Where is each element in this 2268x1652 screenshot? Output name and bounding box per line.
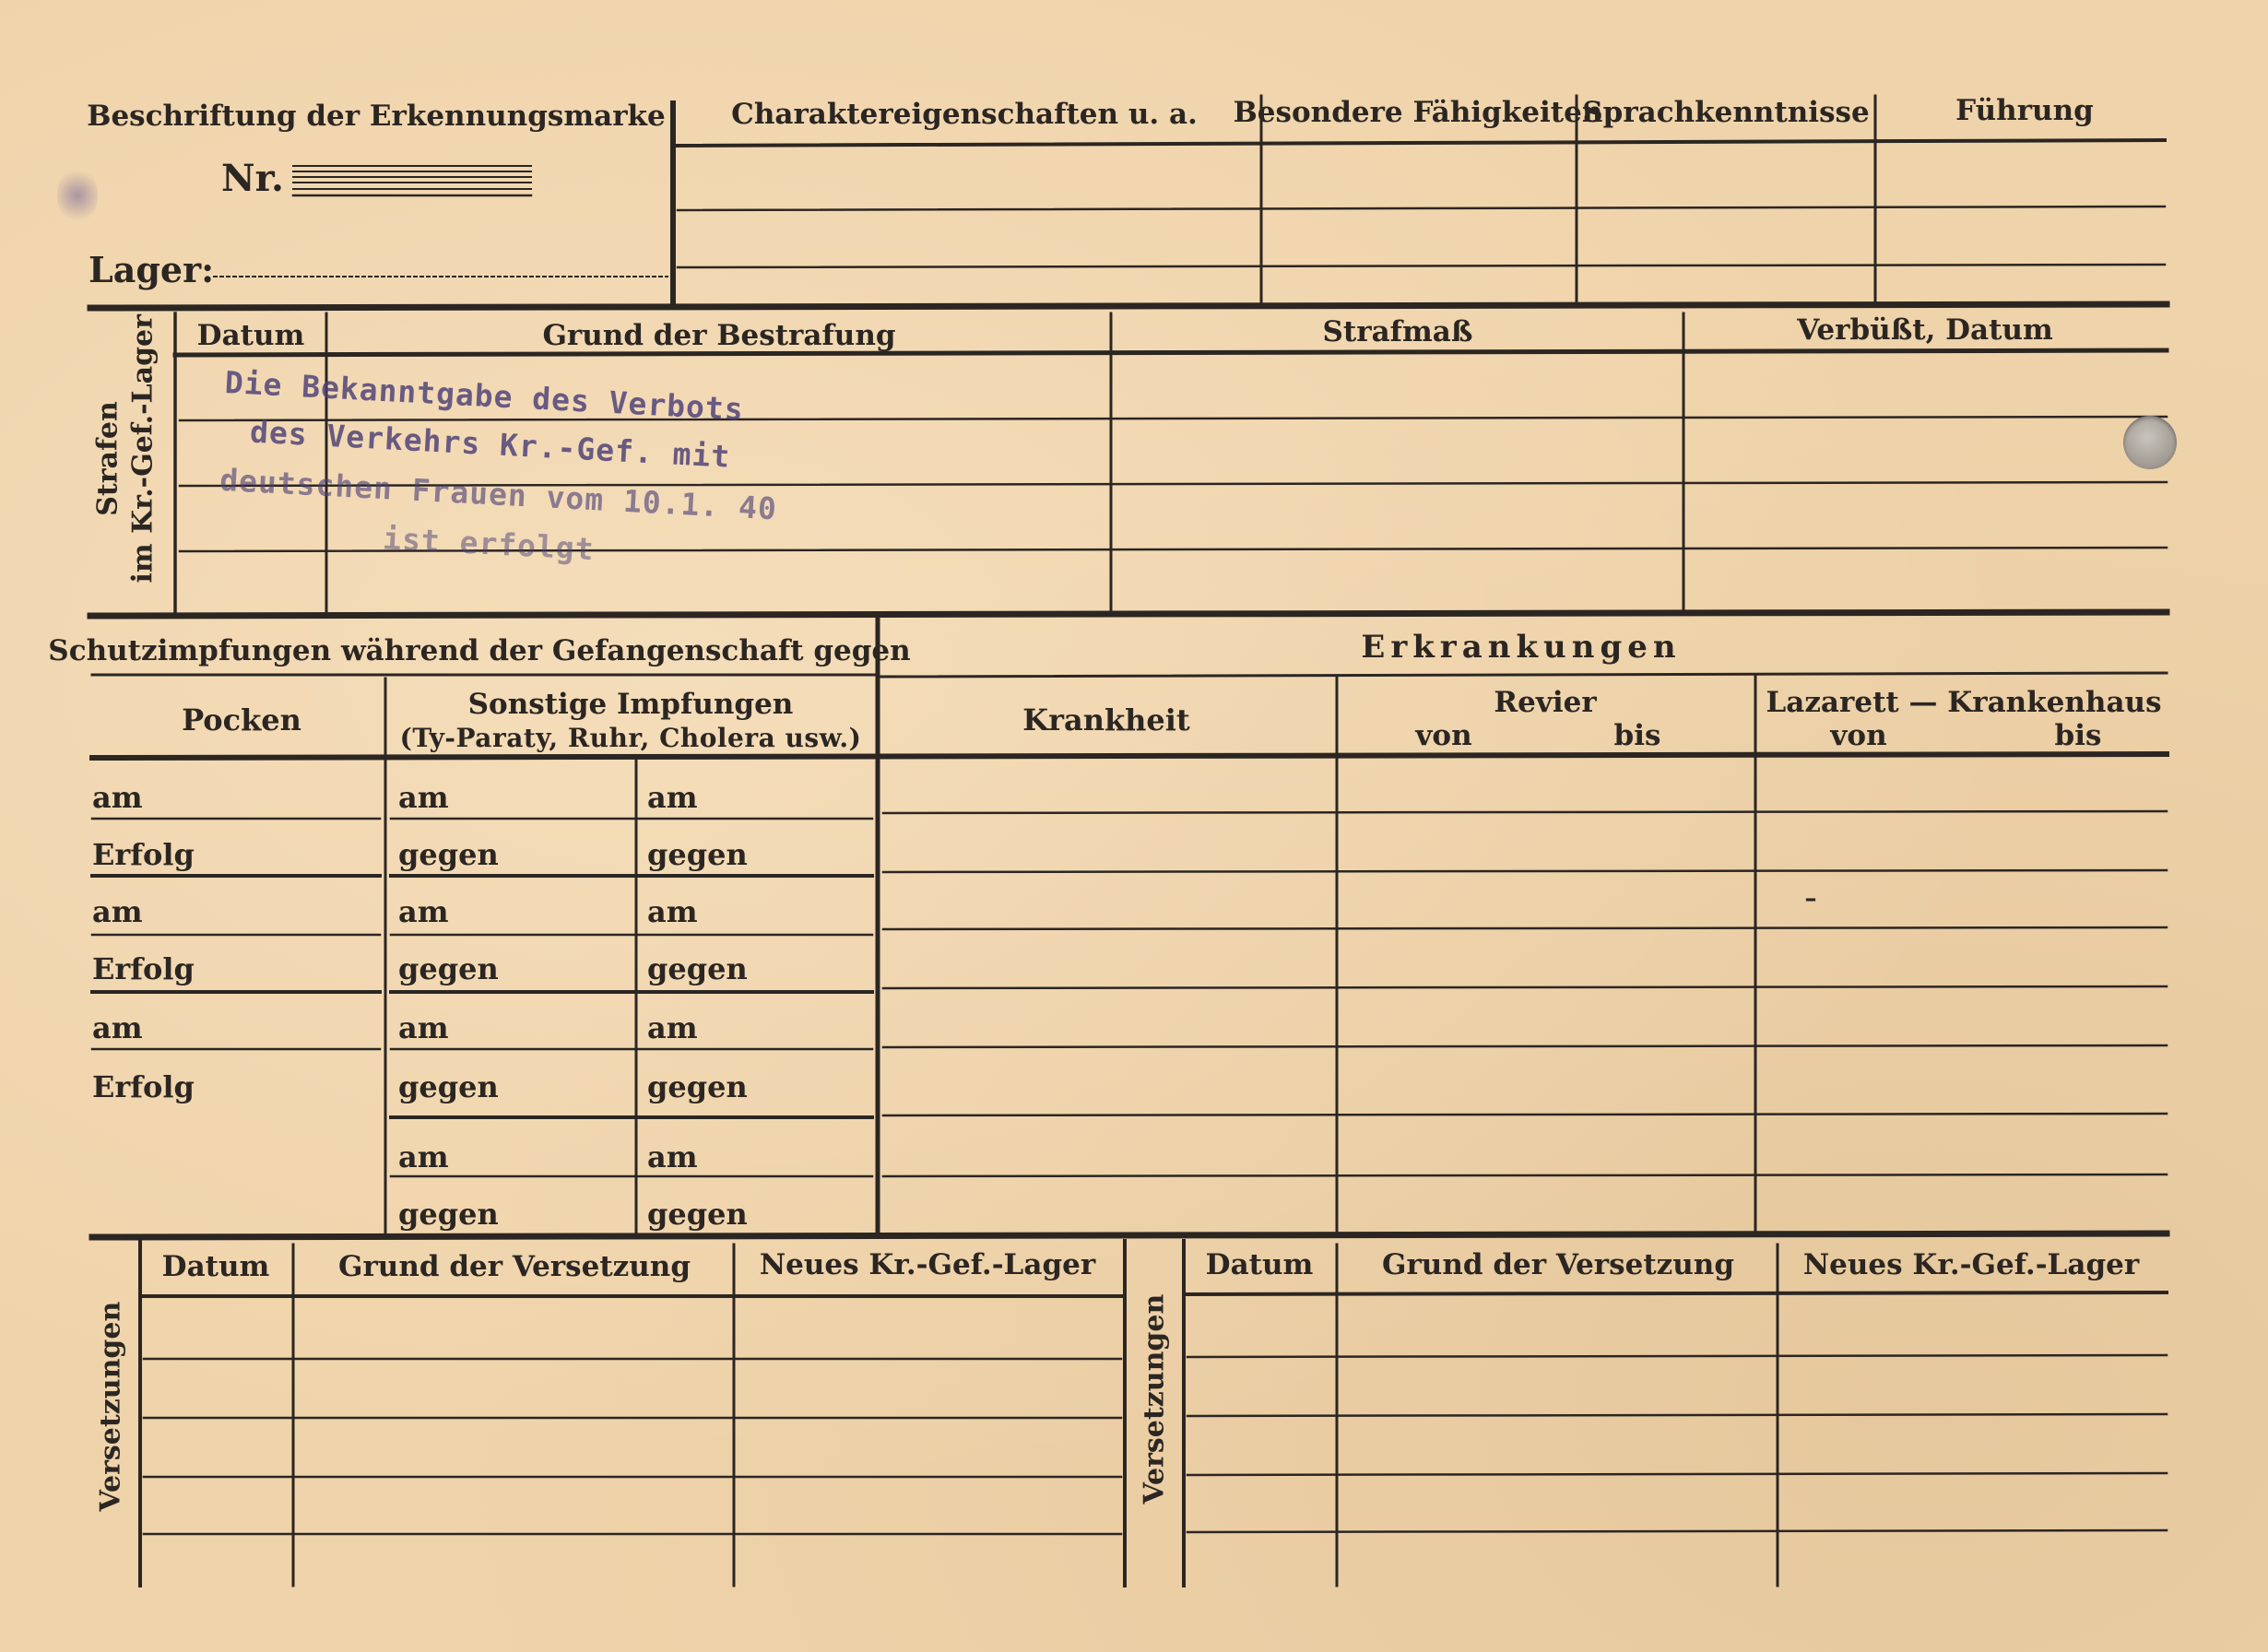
pocken-erfolg-3: Erfolg	[92, 1069, 195, 1104]
strafen-col-verbuesst: Verbüßt, Datum	[1797, 313, 2053, 347]
strafen-side-label: Strafen	[91, 401, 124, 516]
versetzungen-side-label-right: Versetzungen	[1138, 1293, 1171, 1504]
versetzungen-left-col-datum: Datum	[161, 1250, 270, 1283]
stamp-line-1: Die Bekanntgabe des Verbots	[223, 364, 745, 428]
col-faehigkeiten-header: Besondere Fähigkeiten	[1233, 96, 1603, 129]
erkrankungen-col-krankheit: Krankheit	[1022, 702, 1190, 738]
sonstige-a-gegen-2: gegen	[398, 951, 499, 986]
lager-label: Lager:	[89, 249, 215, 290]
revier-bis: bis	[1613, 719, 1661, 752]
pencil-mark: –	[1804, 885, 1817, 913]
pocken-erfolg-1: Erfolg	[92, 837, 195, 872]
col-sprachen-header: Sprachkenntnisse	[1582, 96, 1870, 129]
versetzungen-left-col-grund: Grund der Versetzung	[338, 1250, 691, 1283]
versetzungen-right-col-lager: Neues Kr.-Gef.-Lager	[1802, 1248, 2140, 1281]
nr-label: Nr.	[221, 157, 284, 200]
sonstige-b-gegen-3: gegen	[647, 1069, 748, 1104]
versetzungen-right-col-grund: Grund der Versetzung	[1382, 1248, 1734, 1281]
impfungen-col-sonstige: Sonstige Impfungen	[467, 688, 794, 721]
sonstige-b-am-2: am	[647, 894, 698, 929]
strafen-col-grund: Grund der Bestrafung	[542, 319, 896, 352]
sonstige-a-am-3: am	[398, 1010, 449, 1045]
erkrankungen-col-lazarett: Lazarett — Krankenhaus	[1766, 686, 2162, 719]
sonstige-b-gegen-1: gegen	[647, 837, 748, 872]
lazarett-von: von	[1830, 719, 1887, 752]
versetzungen-side-label-left: Versetzungen	[94, 1301, 127, 1512]
impfungen-title: Schutzimpfungen während der Gefangenschaft gegen	[48, 634, 911, 667]
sonstige-b-am-3: am	[647, 1010, 698, 1045]
strafen-col-datum: Datum	[196, 319, 305, 352]
stamp-line-4: ist erfolgt	[382, 520, 596, 568]
impfungen-col-pocken: Pocken	[182, 702, 301, 738]
pocken-am-3: am	[92, 1010, 143, 1045]
tag-inscription-label: Beschriftung der Erkennungsmarke	[87, 100, 666, 133]
sonstige-b-am-4: am	[647, 1139, 698, 1174]
col-fuehrung-header: Führung	[1955, 94, 2094, 127]
sonstige-b-am-1: am	[647, 780, 698, 815]
impfungen-col-sonstige-sub: (Ty-Paraty, Ruhr, Cholera usw.)	[399, 723, 862, 753]
lazarett-bis: bis	[2054, 719, 2102, 752]
pocken-am-2: am	[92, 894, 143, 929]
sonstige-a-gegen-3: gegen	[398, 1069, 499, 1104]
sonstige-a-gegen-4: gegen	[398, 1197, 499, 1232]
pocken-erfolg-2: Erfolg	[92, 951, 195, 986]
strafen-col-strafmass: Strafmaß	[1322, 315, 1473, 348]
violet-ink-stamp	[214, 364, 797, 615]
erkrankungen-title: Erkrankungen	[1361, 629, 1682, 666]
strafen-side-label-2: im Kr.-Gef.-Lager	[126, 314, 159, 584]
sonstige-a-gegen-1: gegen	[398, 837, 499, 872]
stamp-line-3: deutschen Frauen vom 10.1. 40	[219, 461, 778, 527]
sonstige-a-am-1: am	[398, 780, 449, 815]
stamp-line-2: des Verkehrs Kr.-Gef. mit	[249, 413, 732, 475]
versetzungen-right-col-datum: Datum	[1205, 1248, 1314, 1281]
revier-von: von	[1415, 719, 1472, 752]
sonstige-a-am-4: am	[398, 1139, 449, 1174]
punch-hole	[2123, 416, 2177, 469]
sonstige-b-gegen-4: gegen	[647, 1197, 748, 1232]
sonstige-a-am-2: am	[398, 894, 449, 929]
col-charakter-header: Charaktereigenschaften u. a.	[731, 98, 1198, 131]
sonstige-b-gegen-2: gegen	[647, 951, 748, 986]
pocken-am-1: am	[92, 780, 143, 815]
erkrankungen-col-revier: Revier	[1494, 686, 1597, 719]
versetzungen-left-col-lager: Neues Kr.-Gef.-Lager	[759, 1248, 1096, 1281]
